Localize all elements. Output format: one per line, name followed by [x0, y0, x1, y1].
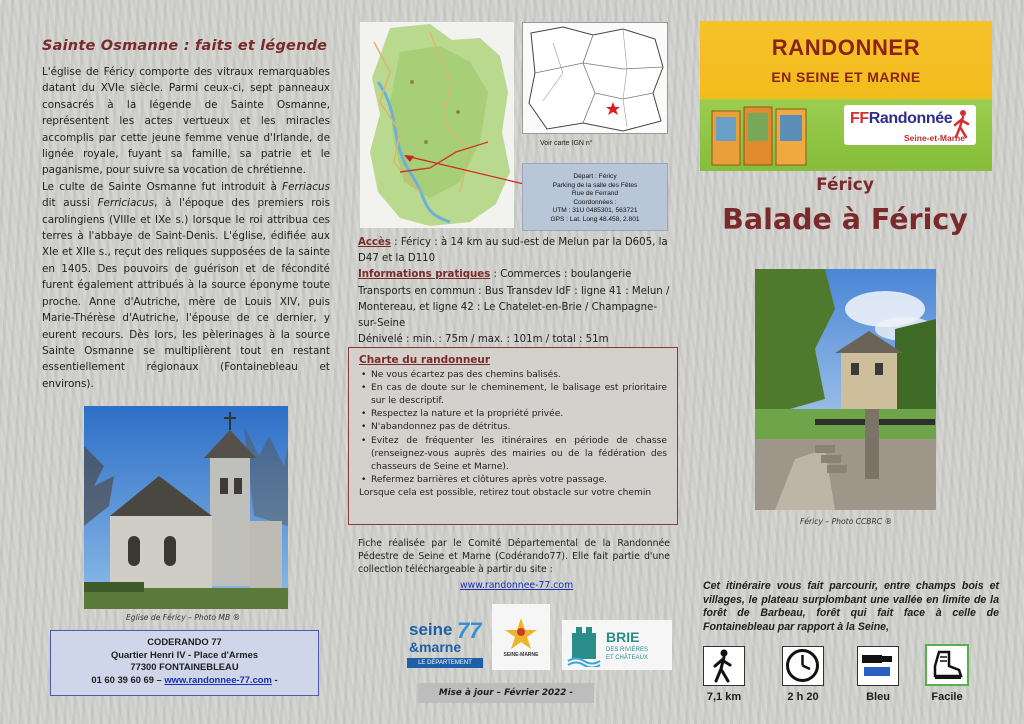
transport-info: Transports en commun : Bus Transdev IdF : ligne 41 : Melun / Montereau, et ligne 42 : Le Chatelet-en-Brie / Champagne-sur-Seine [358, 285, 670, 330]
history-paragraph-1: L'église de Féricy comporte des vitraux remarquables datant du XVIe siècle. Parmi ceux-ci, sept panneaux consacrés à la légende de Sainte Osmanne, représentent les actes vertueux et les miracles accomplis par cette jeune femme venue d'Irlande, de lignée royale, fuyant sa famille, sa patrie et le paganisme, pour suivre sa vocation de chrétienne. [42, 66, 330, 177]
charter-item: • Respectez la nature et la propriété privée. [359, 408, 667, 421]
church-photo [84, 406, 288, 609]
difficulty-stat [925, 644, 969, 686]
practical-info [358, 235, 670, 348]
brie-rivieres-logo [562, 620, 672, 670]
rando-logo-text: SEINE-MARNE [503, 652, 539, 658]
rando-star-icon [492, 604, 550, 670]
practical-info-label: Informations pratiques [358, 269, 491, 281]
paint-brush-icon [858, 647, 897, 684]
collection-website-link[interactable]: www.randonnee-77.com [460, 580, 574, 591]
section-title-sainte-osmanne: Sainte Osmanne : faits et légende [42, 38, 328, 54]
brie-logo-title: BRIE [606, 629, 640, 645]
charter-item: • Ne vous écartez pas des chemins balisés. [359, 369, 667, 382]
history-text [42, 64, 330, 392]
start-gps: GPS : Lat. Long 48.458, 2.801 [550, 215, 640, 223]
ffrandonnee-logo [844, 105, 976, 145]
ffrandonnee-wordmark [850, 110, 952, 128]
hiker-charter-title: Charte du randonneur [359, 354, 491, 366]
duration-stat [782, 646, 824, 686]
practical-info-line [358, 267, 670, 283]
marne-logo-word: &marne [409, 639, 462, 655]
start-utm: UTM : 31U 0485301, 563721 [552, 207, 638, 215]
start-pointer-arrow [400, 150, 530, 190]
access-text: : Féricy : à 14 km au sud-est de Melun par la D605, la D47 et la D110 [358, 237, 668, 265]
marking-color-value: Bleu [866, 691, 890, 703]
banner-top-band [700, 21, 992, 99]
duration-value: 2 h 20 [787, 691, 819, 703]
update-date: Mise à jour – Février 2022 - [418, 683, 594, 703]
start-parking: Parking de la salle des Fêtes [552, 181, 638, 189]
randonner-banner [700, 21, 992, 171]
access-label: Accès [358, 237, 391, 248]
difficulty-value: Facile [931, 691, 963, 703]
fericy-photo [755, 269, 936, 510]
seine-et-marne-logo [407, 618, 485, 670]
charter-item: • Refermez barrières et clôtures après votre passage. [359, 474, 667, 487]
ffr-region: Seine-et-Marne [904, 133, 965, 143]
charter-item: • Evitez de fréquenter les itinéraires en période de chasse (renseignez-vous auprès des mairies ou de la fédération des chasseurs de Seine et Marne). [359, 435, 667, 474]
start-point-box [522, 163, 668, 231]
access-info [358, 235, 670, 267]
locator-map [522, 22, 668, 134]
contact-address-1: Quartier Henri IV - Place d'Armes [110, 648, 259, 660]
ffr-name: Randonnée [868, 110, 953, 127]
elevation-info: Dénivelé : min. : 75m / max. : 101m / total : 51m [358, 334, 609, 346]
hiker-charter-list [359, 369, 667, 487]
hiking-boot-icon [927, 646, 967, 684]
distance-value: 7,1 km [706, 691, 742, 703]
guidebooks-image [708, 103, 838, 171]
banner-bottom-band [700, 99, 992, 171]
start-location: Départ : Féricy [573, 173, 617, 180]
contact-org: CODERANDO 77 [147, 636, 222, 647]
history-paragraph-2 [42, 179, 330, 392]
brie-logo-sub-2: ET CHÂTEAUX [606, 655, 648, 661]
sheet-credits: Fiche réalisée par le Comité Départemental de la Randonnée Pédestre de Seine et Marne (Codérando77). Elle fait partie d'une collection téléchargeable à partir du site : [358, 538, 670, 576]
charter-item: • N'abandonnez pas de détritus. [359, 421, 667, 434]
history-p2-part: Le culte de Sainte Osmanne fut introduit à [42, 180, 283, 193]
banner-title: RANDONNER [771, 35, 921, 60]
route-description: Cet itinéraire vous fait parcourir, entre champs bois et villages, le plateau surplombant une vallée en limite de la forêt de Barbeau, forêt qui fait face à celle de Fontainebleau par rapport à la Seine, [703, 580, 999, 633]
contact-phone-line [51, 674, 318, 687]
rando-seine-marne-logo [492, 604, 550, 670]
seine-logo-word: seine [409, 620, 453, 639]
history-p2-part: , à l'époque des premiers rois carolingiens (VIIIe et IXe s.) lorsque le roi attribua ces terres à l'abbaye de Saint-Denis. L'église, édifiée aux XIe et XIIe s., reçut des reliques supposées de la sainte en 1405. Des pouvoirs de guérison et de fécondité furent également attribués à la source éponyme toute proche. Anne d'Autriche, mère de Louis XIV, puis Marie-Thérèse d'Autriche, l'épouse de ce dernier, y eurent recours. Dès lors, les pèlerinages à la source Sainte Osmanne se multiplièrent tout en restant essentiellement régionaux (Fontainebleau et environs). [42, 197, 330, 390]
page-title: Balade à Féricy [722, 203, 968, 236]
contact-box [50, 630, 319, 696]
church-photo-caption: Eglise de Féricy – Photo MB ® [126, 613, 241, 622]
clock-icon [783, 647, 822, 684]
start-street: Rue de Ferrand [571, 190, 619, 198]
fericy-photo-caption: Féricy – Photo CCBRC ® [800, 517, 893, 526]
departement-label: LE DÉPARTEMENT [407, 658, 483, 668]
brie-logo-sub-1: DES RIVIÈRES [606, 647, 649, 653]
route-map [360, 22, 514, 228]
ign-map-label: Voir carte IGN n° [540, 140, 593, 147]
seine-logo-number: 77 [457, 618, 482, 643]
hiker-charter-box [348, 347, 678, 525]
ffr-prefix: FF [850, 110, 869, 127]
practical-info-text: : Commerces : boulangerie [490, 269, 632, 281]
history-p2-latin-1: Ferriacus [282, 180, 330, 193]
contact-website-link[interactable]: www.randonnee-77.com [164, 673, 272, 685]
town-name: Féricy [816, 175, 874, 195]
history-p2-part: dit aussi [42, 197, 98, 210]
marking-stat [857, 646, 899, 686]
brie-castle-icon [566, 623, 606, 667]
start-coords-label: Coordonnées : [573, 198, 617, 206]
distance-stat [703, 646, 745, 686]
banner-subtitle: EN SEINE ET MARNE [771, 69, 921, 85]
history-p2-latin-2: Ferriciacus [97, 197, 155, 210]
walker-icon [704, 647, 743, 684]
contact-phone: 01 60 39 60 69 – [91, 673, 165, 685]
charter-item: • En cas de doute sur le cheminement, le balisage est prioritaire sur le descriptif. [359, 382, 667, 408]
contact-trail: - [271, 673, 278, 685]
charter-closing: Lorsque cela est possible, retirez tout obstacle sur votre chemin [359, 487, 652, 498]
contact-address-2: 77300 FONTAINEBLEAU [130, 661, 239, 673]
